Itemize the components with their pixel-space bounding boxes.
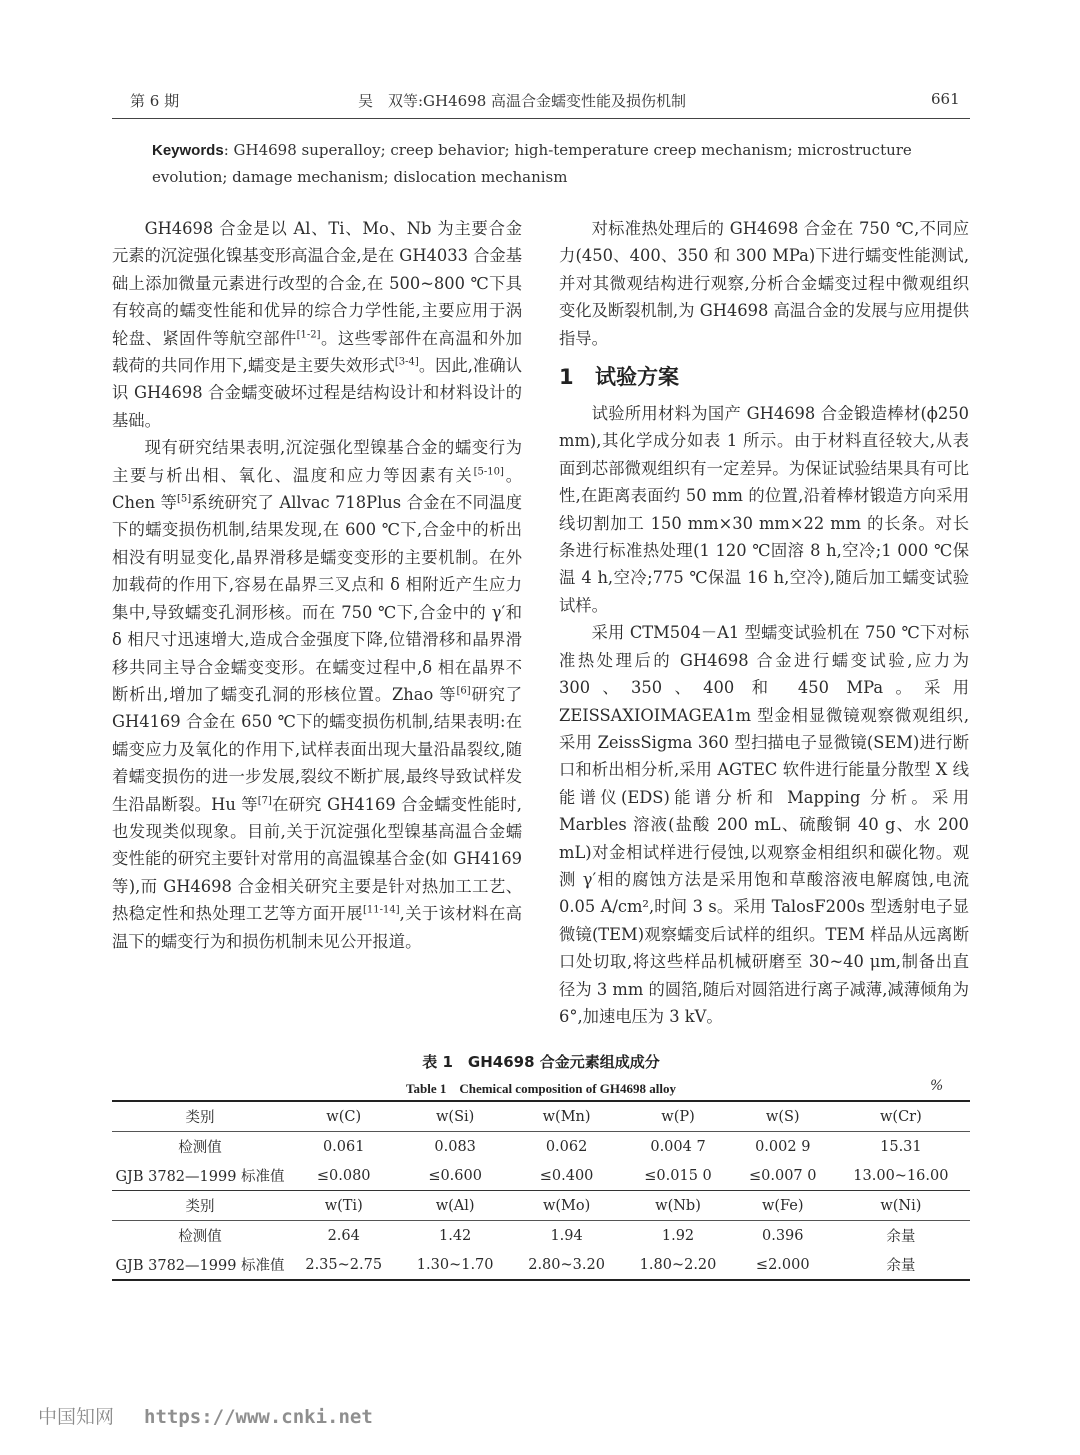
table-cell: 2.64 bbox=[327, 1227, 360, 1244]
table-header-cell: w(P) bbox=[622, 1101, 733, 1132]
table-header-cell: 类别 bbox=[112, 1101, 288, 1132]
table-row bbox=[112, 1250, 970, 1280]
citation[interactable]: [7] bbox=[257, 795, 272, 807]
table-header-cell: w(Fe) bbox=[734, 1191, 832, 1221]
table-cell: 检测值 bbox=[178, 1229, 222, 1245]
section-title: 试验方案 bbox=[595, 365, 679, 390]
table-cell: 0.004 7 bbox=[650, 1138, 706, 1155]
citation[interactable]: [3-4] bbox=[394, 356, 419, 368]
citation[interactable]: [6] bbox=[456, 685, 471, 697]
section-number: 1 bbox=[559, 365, 574, 390]
table-caption-cn: 表 1 GH4698 合金元素组成成分 bbox=[422, 1053, 660, 1071]
table-row bbox=[112, 1161, 970, 1191]
left-column bbox=[112, 215, 522, 955]
table-cell: 2.35~2.75 bbox=[288, 1250, 399, 1280]
method-paragraph-2: 采用 CTM504－A1 型蠕变试验机在 750 ℃下对标准热处理后的 GH4698 合金进行蠕变试验,应力为 300、350、400 和 450 MPa。采用 ZEISSAXIOIMAGEA1m 型金相显微镜观察微观组织,采用 ZeissSigma 360 型扫描电子显微镜(SEM)进行断口和析出相分析,采用 AGTEC 软件进行能量分散型 X 线能谱仪(EDS)能谱分析和 Mapping 分析。采用 Marbles 溶液(盐酸 200 mL、硫酸铜 40 g、水 200 mL)对金相试样进行侵蚀,以观察金相组织和碳化物。观测 γ′相的腐蚀方法是采用饱和草酸溶液电解腐蚀,电流 0.05 A/cm²,时间 3 s。采用 TalosF200s 型透射电子显微镜(TEM)观察蠕变后试样的组织。TEM 样品从远离断口处切取,将这些样品机械研磨至 30~40 μm,制备出直径为 3 mm 的圆箔,随后对圆箔进行离子减薄,减薄倾角为 6°,加速电压为 3 kV。 bbox=[559, 623, 969, 1026]
table-cell: 余量 bbox=[832, 1250, 970, 1280]
table-cell: 检测值 bbox=[178, 1140, 222, 1156]
table-cell: 1.92 bbox=[661, 1227, 695, 1244]
table-cell: ≤0.015 0 bbox=[644, 1167, 712, 1184]
table-cell: 0.396 bbox=[762, 1227, 804, 1244]
keywords-text: : GH4698 superalloy; creep behavior; high-temperature creep mechanism; microstructure evolution; damage mechanism; dislocation mechanism bbox=[152, 141, 912, 186]
right-column bbox=[559, 215, 969, 1030]
intro-paragraph-2: 现有研究结果表明,沉淀强化型镍基合金的蠕变行为主要与析出相、氧化、温度和应力等因素有关[5-10]。Chen 等[5]系统研究了 Allvac 718Plus 合金在不同温度下的蠕变损伤机制,结果发现,在 600 ℃下,合金中的析出相没有明显变化,晶界滑移是蠕变变形的主要机制。在外加载荷的作用下,容易在晶界三叉点和 δ 相附近产生应力集中,导致蠕变孔洞形核。而在 750 ℃下,合金中的 γ′和 δ 相尺寸迅速增大,造成合金强度下降,位错滑移和晶界滑移共同主导合金蠕变变形。在蠕变过程中,δ 相在晶界不断析出,增加了蠕变孔洞的形核位置。Zhao 等[6]研究了 GH4169 合金在 650 ℃下的蠕变损伤机制,结果表明:在蠕变应力及氧化的作用下,试样表面出现大量沿晶裂纹,随着蠕变损伤的进一步发展,裂纹不断扩展,最终导致试样发生沿晶断裂。Hu 等[7]在研究 GH4169 合金蠕变性能时,也发现类似现象。目前,关于沉淀强化型镍基高温合金蠕变性能的研究主要针对常用的高温镍基合金(如 GH4169 等),而 GH4698 合金相关研究主要是针对热加工工艺、热稳定性和热处理工艺等方面开展[11-14],关于该材料在高温下的蠕变行为和损伤机制未见公开报道。 bbox=[112, 438, 522, 951]
table-cell: 1.42 bbox=[439, 1227, 472, 1244]
table-cell: 2.80~3.20 bbox=[511, 1250, 622, 1280]
table-header-cell: w(Cr) bbox=[832, 1101, 970, 1132]
table-cell: 0.061 bbox=[322, 1138, 365, 1155]
table-cell: 1.80~2.20 bbox=[622, 1250, 733, 1280]
table-header-cell: w(Nb) bbox=[622, 1191, 733, 1221]
citation[interactable]: [5-10] bbox=[473, 466, 504, 478]
table-cell: 15.31 bbox=[880, 1138, 922, 1155]
table-cell: ≤0.080 bbox=[316, 1167, 371, 1184]
table-cell: GJB 3782—1999 标准值 bbox=[115, 1169, 285, 1185]
table-row bbox=[112, 1221, 970, 1251]
table-header-cell: w(C) bbox=[288, 1101, 399, 1132]
table-cell: ≤0.007 0 bbox=[749, 1167, 817, 1184]
table-cell: 0.083 bbox=[434, 1138, 476, 1155]
header-running-title: 吴 双等:GH4698 高温合金蠕变性能及损伤机制 bbox=[358, 92, 687, 110]
table-cell: 13.00~16.00 bbox=[853, 1167, 949, 1184]
table-cell: 余量 bbox=[886, 1229, 916, 1245]
method-paragraph-1: 试验所用材料为国产 GH4698 合金锻造棒材(ϕ250 mm),其化学成分如表 1 所示。由于材料直径较大,从表面到芯部微观组织有一定差异。为保证试验结果具有可比性,在距离表面约 50 mm 的位置,沿着棒材锻造方向采用线切割加工 150 mm×30 mm×22 mm 的长条。对长条进行标准热处理(1 120 ℃固溶 8 h,空冷;1 000 ℃保温 4 h,空冷;775 ℃保温 16 h,空冷),随后加工蠕变试验试样。 bbox=[559, 404, 969, 615]
header-issue: 第 6 期 bbox=[130, 92, 180, 110]
header-page-number: 661 bbox=[931, 90, 960, 108]
citation[interactable]: [5] bbox=[177, 493, 192, 505]
site-url[interactable]: https://www.cnki.net bbox=[144, 1406, 373, 1428]
table-cell: 0.002 9 bbox=[755, 1138, 811, 1155]
footer-watermark bbox=[38, 1402, 373, 1429]
table-header-cell: w(Ti) bbox=[288, 1191, 399, 1221]
table-header-row bbox=[112, 1101, 970, 1132]
table-header-cell: w(Mo) bbox=[511, 1191, 622, 1221]
keywords bbox=[152, 137, 952, 191]
table-unit: % bbox=[930, 1078, 944, 1094]
table-row bbox=[112, 1132, 970, 1162]
composition-table bbox=[112, 1100, 970, 1281]
table-header-cell: 类别 bbox=[112, 1191, 288, 1221]
citation[interactable]: [11-14] bbox=[363, 904, 400, 916]
table-header-row bbox=[112, 1191, 970, 1221]
keywords-label: Keywords bbox=[152, 142, 224, 159]
table-header-cell: w(Ni) bbox=[832, 1191, 970, 1221]
table-cell: 1.30~1.70 bbox=[399, 1250, 510, 1280]
intro-paragraph-3: 对标准热处理后的 GH4698 合金在 750 ℃,不同应力(450、400、350 和 300 MPa)下进行蠕变性能测试,并对其微观结构进行观察,分析合金蠕变过程中微观组织变化及断裂机制,为 GH4698 高温合金的发展与应用提供指导。 bbox=[559, 219, 969, 348]
table-header-cell: w(Mn) bbox=[511, 1101, 622, 1132]
intro-paragraph-1: GH4698 合金是以 Al、Ti、Mo、Nb 为主要合金元素的沉淀强化镍基变形高温合金,是在 GH4033 合金基础上添加微量元素进行改型的合金,在 500~800 ℃下具有较高的蠕变性能和优异的综合力学性能,主要应用于涡轮盘、紧固件等航空部件[1-2]。这些零部件在高温和外加载荷的共同作用下,蠕变是主要失效形式[3-4]。因此,准确认识 GH4698 合金蠕变破坏过程是结构设计和材料设计的基础。 bbox=[112, 219, 522, 430]
table-header-cell: w(Si) bbox=[399, 1101, 510, 1132]
table-cell: ≤0.600 bbox=[428, 1167, 482, 1184]
table-cell: ≤0.400 bbox=[539, 1167, 594, 1184]
table-caption-en: Table 1 Chemical composition of GH4698 alloy bbox=[406, 1081, 676, 1096]
table-header-cell: w(Al) bbox=[399, 1191, 510, 1221]
table-cell: 0.062 bbox=[545, 1138, 588, 1155]
citation[interactable]: [1-2] bbox=[296, 329, 321, 341]
section-heading bbox=[559, 362, 969, 392]
table-cell: ≤2.000 bbox=[734, 1250, 832, 1280]
header-rule bbox=[112, 118, 970, 119]
site-name: 中国知网 bbox=[38, 1406, 115, 1428]
table-cell: 1.94 bbox=[550, 1227, 583, 1244]
table-cell: GJB 3782—1999 标准值 bbox=[112, 1250, 288, 1280]
table-header-cell: w(S) bbox=[734, 1101, 832, 1132]
